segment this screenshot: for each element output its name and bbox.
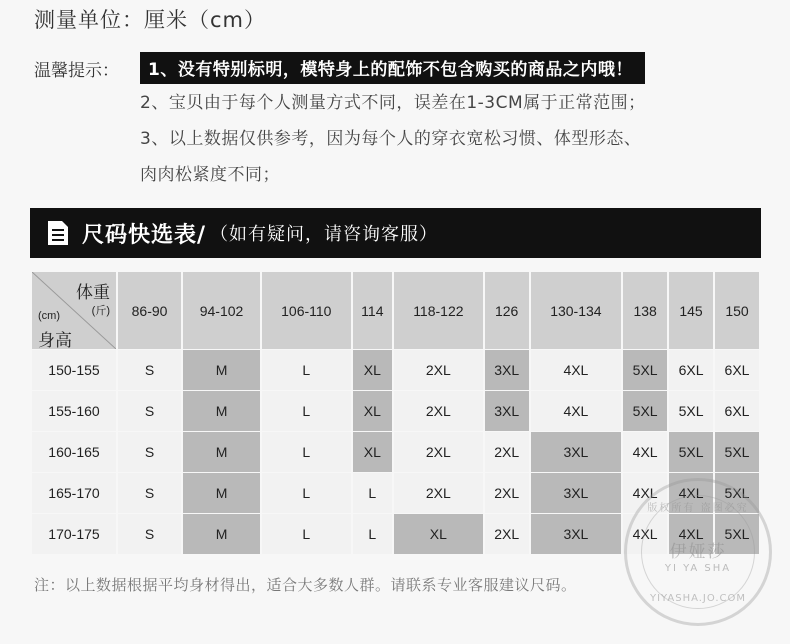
size-cell: L [262, 473, 351, 513]
size-cell: L [262, 350, 351, 390]
size-cell: 4XL [623, 514, 667, 554]
weight-header: 86-90 [118, 272, 181, 349]
size-cell: L [262, 391, 351, 431]
table-row [32, 391, 759, 431]
weight-header: 126 [485, 272, 529, 349]
size-cell: 3XL [531, 473, 622, 513]
banner-title: 尺码快选表/ [82, 222, 207, 248]
table-row [32, 432, 759, 472]
size-cell: XL [353, 432, 392, 472]
watermark-top-text: 版权所有 盗图必究 [647, 503, 749, 514]
size-cell: S [118, 473, 181, 513]
size-cell: 2XL [485, 473, 529, 513]
weight-header: 150 [715, 272, 759, 349]
size-cell: 2XL [394, 432, 483, 472]
size-cell: 6XL [715, 350, 759, 390]
size-cell: 2XL [394, 391, 483, 431]
tips-label: 温馨提示： [34, 60, 119, 81]
size-cell: 5XL [623, 391, 667, 431]
height-cell: 150-155 [32, 350, 116, 390]
document-icon [48, 221, 68, 245]
size-cell: L [353, 514, 392, 554]
size-cell: M [183, 350, 260, 390]
weight-header: 138 [623, 272, 667, 349]
size-cell: 4XL [531, 350, 622, 390]
size-cell: S [118, 514, 181, 554]
table-row [32, 350, 759, 390]
size-cell: XL [394, 514, 483, 554]
size-cell: M [183, 514, 260, 554]
weight-header: 130-134 [531, 272, 622, 349]
size-cell: 6XL [715, 391, 759, 431]
size-cell: 2XL [485, 432, 529, 472]
watermark-seal [624, 478, 772, 626]
tip-highlight: 1、没有特别标明，模特身上的配饰不包含购买的商品之内哦！ [140, 52, 645, 84]
size-cell: 5XL [669, 432, 713, 472]
weight-header: 145 [669, 272, 713, 349]
size-cell: 3XL [485, 391, 529, 431]
table-corner [32, 272, 116, 349]
size-cell: 4XL [623, 473, 667, 513]
size-cell: S [118, 391, 181, 431]
weight-unit: (斤) [91, 305, 110, 317]
tips-section [34, 52, 774, 185]
size-cell: L [353, 473, 392, 513]
size-cell: 5XL [715, 432, 759, 472]
watermark-brand-en: YI YA SHA [664, 563, 732, 574]
table-header-row [32, 272, 759, 349]
size-cell: L [262, 514, 351, 554]
size-cell: XL [353, 391, 392, 431]
size-cell: 2XL [394, 350, 483, 390]
size-cell: S [118, 432, 181, 472]
size-cell: 5XL [715, 473, 759, 513]
size-cell: 4XL [669, 473, 713, 513]
size-cell: 2XL [394, 473, 483, 513]
tip-line-2: 2、宝贝由于每个人测量方式不同，误差在1-3CM属于正常范围； [140, 93, 646, 113]
unit-line: 测量单位：厘米（cm） [34, 8, 267, 32]
size-cell: 4XL [531, 391, 622, 431]
size-cell: 3XL [531, 432, 622, 472]
size-cell: 5XL [715, 514, 759, 554]
height-cell: 165-170 [32, 473, 116, 513]
weight-header: 114 [353, 272, 392, 349]
weight-header: 118-122 [394, 272, 483, 349]
size-cell: 3XL [531, 514, 622, 554]
watermark-brand: 伊娅莎 [669, 542, 727, 562]
size-cell: M [183, 473, 260, 513]
height-label: 身高 [38, 331, 72, 350]
size-cell: 3XL [485, 350, 529, 390]
size-cell: 4XL [669, 514, 713, 554]
weight-header: 106-110 [262, 272, 351, 349]
weight-label: 体重 [76, 283, 110, 302]
height-cell: 170-175 [32, 514, 116, 554]
size-cell: S [118, 350, 181, 390]
size-cell: 2XL [485, 514, 529, 554]
size-cell: 4XL [623, 432, 667, 472]
size-cell: M [183, 432, 260, 472]
weight-header: 94-102 [183, 272, 260, 349]
size-cell: 6XL [669, 350, 713, 390]
size-cell: L [262, 432, 351, 472]
watermark-bottom-text: YIYASHA.JO.COM [649, 593, 747, 604]
height-cell: 155-160 [32, 391, 116, 431]
tip-line-4: 肉肉松紧度不同； [140, 165, 280, 185]
size-cell: 5XL [669, 391, 713, 431]
footer-note: 注：以上数据根据平均身材得出，适合大多数人群。请联系专业客服建议尺码。 [34, 576, 577, 594]
size-chart-banner [30, 208, 761, 258]
tip-line-3: 3、以上数据仅供参考，因为每个人的穿衣宽松习惯、体型形态、 [140, 129, 642, 149]
height-cell: 160-165 [32, 432, 116, 472]
banner-subtitle: （如有疑问，请咨询客服） [210, 224, 439, 245]
size-cell: M [183, 391, 260, 431]
height-unit: (cm) [38, 310, 60, 322]
size-cell: 5XL [623, 350, 667, 390]
size-cell: XL [353, 350, 392, 390]
